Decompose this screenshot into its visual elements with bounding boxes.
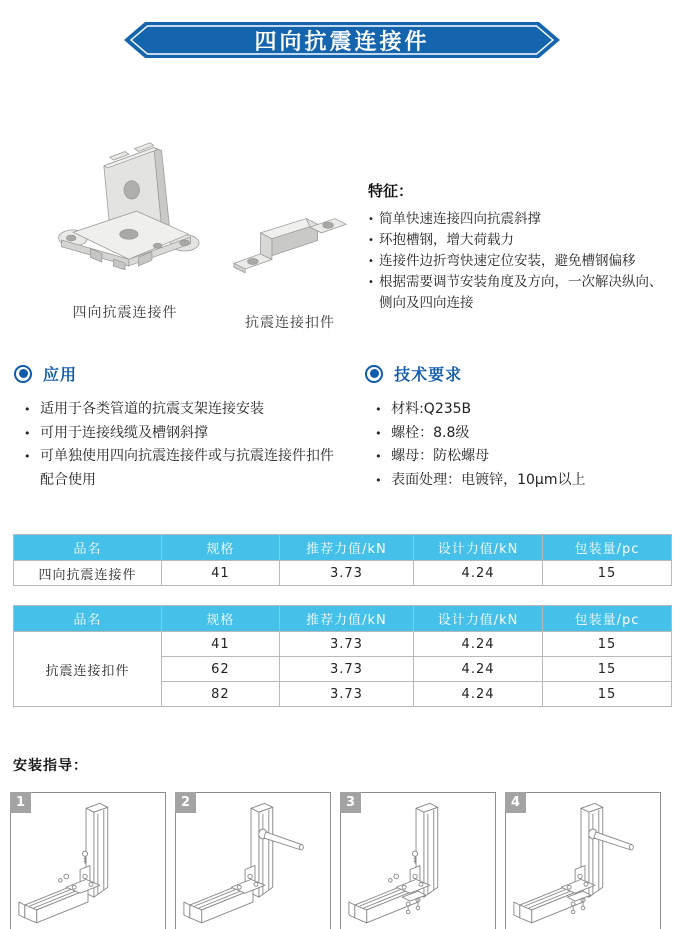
- tech-item: • 螺栓：8.8级: [375, 422, 684, 446]
- product-clip: [220, 138, 360, 332]
- step-number-badge: 1: [10, 792, 31, 813]
- tech-list: [365, 398, 684, 492]
- install-step-2-drawing: [176, 793, 330, 929]
- cell-pack-qty: 15: [543, 657, 672, 682]
- col-header: 设计力值/kN: [414, 606, 543, 632]
- application-list: [14, 398, 344, 492]
- install-step-3: [340, 792, 496, 929]
- cell-design-force: 4.24: [414, 632, 543, 657]
- feature-item: • 根据需要调节安装角度及方向，一次解决纵向、侧向及四向连接: [368, 272, 672, 314]
- cell-rec-force: 3.73: [279, 561, 413, 586]
- spec-table-clip: [13, 605, 672, 707]
- col-header: 规格: [162, 535, 280, 561]
- cell-name: 四向抗震连接件: [14, 561, 162, 586]
- sections-row: [0, 362, 684, 492]
- page-title: 四向抗震连接件: [254, 29, 430, 55]
- clip-image: [225, 210, 355, 290]
- col-header: 包装量/pc: [543, 606, 672, 632]
- cell-rec-force: 3.73: [279, 657, 413, 682]
- col-header: 品名: [14, 606, 162, 632]
- application-item: • 可用于连接线缆及槽钢斜撑: [24, 422, 344, 446]
- banner: [124, 22, 560, 58]
- four-way-connector-image: [39, 138, 211, 290]
- step-number-badge: 3: [340, 792, 361, 813]
- col-header: 设计力值/kN: [414, 535, 543, 561]
- install-guide-title: 安装指导：: [13, 758, 88, 774]
- cell-design-force: 4.24: [414, 561, 543, 586]
- feature-item: • 简单快速连接四向抗震斜撑: [368, 209, 672, 230]
- tech-header: [365, 362, 684, 385]
- cell-design-force: 4.24: [414, 682, 543, 707]
- cell-spec: 82: [162, 682, 280, 707]
- tech-item: • 表面处理：电镀锌，10μm以上: [375, 469, 684, 493]
- tech-title: 技术要求: [394, 365, 463, 384]
- application-section: [0, 362, 359, 492]
- spec-table-four-way: [13, 534, 672, 586]
- application-item: • 可单独使用四向抗震连接件或与抗震连接件扣件配合使用: [24, 445, 344, 492]
- application-title: 应用: [43, 365, 78, 384]
- install-step-1: [10, 792, 166, 929]
- features-list: [368, 209, 672, 314]
- col-header: 规格: [162, 606, 280, 632]
- install-steps: [10, 792, 684, 929]
- col-header: 品名: [14, 535, 162, 561]
- cell-pack-qty: 15: [543, 561, 672, 586]
- cell-pack-qty: 15: [543, 632, 672, 657]
- application-header: [14, 362, 359, 385]
- table-row: [14, 561, 672, 586]
- install-step-2: [175, 792, 331, 929]
- ring-dot-icon: [365, 365, 383, 383]
- cell-name: 抗震连接扣件: [14, 632, 162, 707]
- features-section: [362, 138, 684, 332]
- feature-item: • 环抱槽钢，增大荷载力: [368, 230, 672, 251]
- product-label-four-way: 四向抗震连接件: [72, 305, 178, 321]
- product-four-way-connector: [30, 138, 220, 332]
- install-step-3-drawing: [341, 793, 495, 929]
- cell-rec-force: 3.73: [279, 632, 413, 657]
- ring-dot-icon: [14, 365, 32, 383]
- install-step-4-drawing: [506, 793, 660, 929]
- feature-item: • 连接件边折弯快速定位安装，避免槽钢偏移: [368, 251, 672, 272]
- tech-item: • 材料:Q235B: [375, 398, 684, 422]
- step-number-badge: 4: [505, 792, 526, 813]
- col-header: 推荐力值/kN: [279, 606, 413, 632]
- cell-rec-force: 3.73: [279, 682, 413, 707]
- tech-item: • 螺母：防松螺母: [375, 445, 684, 469]
- features-title: 特征：: [368, 182, 414, 200]
- install-step-4: [505, 792, 661, 929]
- col-header: 推荐力值/kN: [279, 535, 413, 561]
- install-step-1-drawing: [11, 793, 165, 929]
- col-header: 包装量/pc: [543, 535, 672, 561]
- product-images: [0, 138, 362, 332]
- application-item: • 适用于各类管道的抗震支架连接安装: [24, 398, 344, 422]
- cell-pack-qty: 15: [543, 682, 672, 707]
- intro-row: [0, 138, 684, 332]
- cell-design-force: 4.24: [414, 657, 543, 682]
- table-header-row: [14, 535, 672, 561]
- product-label-clip: 抗震连接扣件: [245, 315, 335, 331]
- table-row: [14, 632, 672, 657]
- table-header-row: [14, 606, 672, 632]
- step-number-badge: 2: [175, 792, 196, 813]
- tech-section: [359, 362, 684, 492]
- cell-spec: 62: [162, 657, 280, 682]
- cell-spec: 41: [162, 561, 280, 586]
- cell-spec: 41: [162, 632, 280, 657]
